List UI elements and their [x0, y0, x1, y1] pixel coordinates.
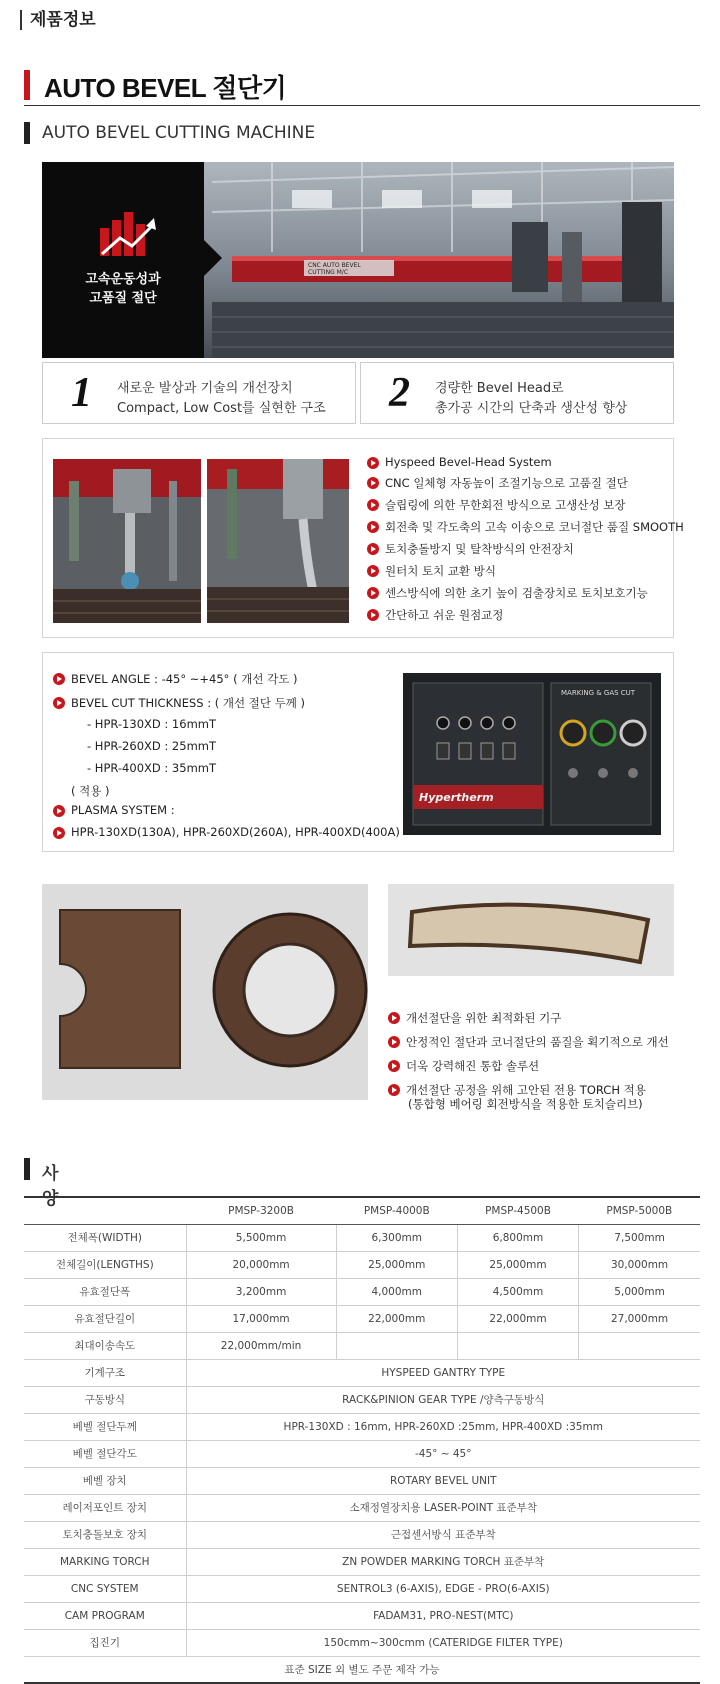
hero-caption-line1: 고속운동성과 [85, 272, 161, 287]
bullet-arrow-icon [367, 477, 379, 489]
bevel-head-panel [42, 438, 684, 638]
table-row [24, 1629, 700, 1656]
cell: 5,000mm [579, 1278, 700, 1305]
cell: 22,000mm [336, 1305, 457, 1332]
row-label: CAM PROGRAM [24, 1602, 186, 1629]
cell: 17,000mm [186, 1305, 336, 1332]
row-label: 베벨 장치 [24, 1467, 186, 1494]
feature-line2: Compact, Low Cost를 실현한 구조 [117, 401, 326, 416]
feature-line1: 경량한 Bevel Head로 [435, 381, 564, 396]
bullet-arrow-icon [367, 565, 379, 577]
list-item: 더욱 강력해진 통합 솔루션 [388, 1058, 669, 1074]
bullet-arrow-icon [367, 587, 379, 599]
list-item: BEVEL ANGLE : -45° ~+45° ( 개선 각도 ) [53, 671, 305, 687]
list-item: PLASMA SYSTEM : [53, 803, 400, 817]
spec-table [24, 1196, 700, 1684]
cell: 25,000mm [336, 1251, 457, 1278]
cell: HPR-130XD : 16mm, HPR-260XD :25mm, HPR-400XD :35mm [186, 1413, 700, 1440]
list-item: Hyspeed Bevel-Head System [367, 455, 684, 469]
bullet-arrow-icon [367, 543, 379, 555]
bullet-arrow-icon [367, 499, 379, 511]
table-row [24, 1440, 700, 1467]
header-cell: PMSP-4000B [336, 1197, 457, 1224]
hero-banner [42, 162, 674, 358]
row-label: 유효절단폭 [24, 1278, 186, 1305]
list-item: 안정적인 절단과 코너절단의 품질을 획기적으로 개선 [388, 1034, 669, 1050]
row-label: 전체폭(WIDTH) [24, 1224, 186, 1251]
table-row [24, 1548, 700, 1575]
bullet-arrow-icon [53, 827, 65, 839]
list-item: 개선절단을 위한 최적화된 기구 [388, 1010, 669, 1026]
list-item: 회전축 및 각도축의 고속 이송으로 코너절단 품질 SMOOTH [367, 519, 684, 535]
list-item: 개선절단 공정을 위해 고안된 전용 TORCH 적용 [388, 1082, 669, 1098]
cell: HYSPEED GANTRY TYPE [186, 1359, 700, 1386]
row-label: 전체길이(LENGTHS) [24, 1251, 186, 1278]
feature-box-2 [360, 362, 674, 424]
cell: 근접센서방식 표준부착 [186, 1521, 700, 1548]
table-row [24, 1278, 700, 1305]
table-header-row [24, 1197, 700, 1224]
spec-heading-text: 사양 [42, 1164, 59, 1209]
machine-label-line2: CUTTING M/C [308, 269, 349, 276]
header-cell [24, 1197, 186, 1224]
bullet-arrow-icon [367, 609, 379, 621]
hypertherm-logo: Hypertherm [419, 791, 494, 804]
list-item: 토치충돌방지 및 탈착방식의 안전장치 [367, 541, 684, 557]
list-item: 센스방식에 의한 초기 높이 검출장치로 토치보호기능 [367, 585, 684, 601]
feature-number: 2 [389, 370, 410, 416]
thickness-item: - HPR-400XD : 35mmT [87, 761, 216, 775]
table-row [24, 1413, 700, 1440]
row-label: 레이저포인트 장치 [24, 1494, 186, 1521]
row-label: CNC SYSTEM [24, 1575, 186, 1602]
bevel-spec-panel [42, 652, 674, 852]
cut-parts-photo [42, 884, 368, 1100]
feature-line2: 총가공 시간의 단축과 생산성 향상 [435, 401, 628, 416]
row-label: 토치충돌보호 장치 [24, 1521, 186, 1548]
list-item: 슬립링에 의한 무한회전 방식으로 고생산성 보장 [367, 497, 684, 513]
list-item: BEVEL CUT THICKNESS : ( 개선 절단 두께 ) [53, 695, 305, 711]
feature-number: 1 [71, 370, 92, 416]
table-row [24, 1467, 700, 1494]
cell: 소재정열장치용 LASER-POINT 표준부착 [186, 1494, 700, 1521]
cell: 27,000mm [579, 1305, 700, 1332]
list-item: HPR-130XD(130A), HPR-260XD(260A), HPR-400XD(400A) [53, 825, 400, 839]
torch-photo-2 [207, 459, 349, 623]
page-title [24, 70, 700, 106]
row-label: 유효절단길이 [24, 1305, 186, 1332]
bullet-arrow-icon [388, 1012, 400, 1024]
cell: SENTROL3 (6-AXIS), EDGE - PRO(6-AXIS) [186, 1575, 700, 1602]
cell [579, 1332, 700, 1359]
cell [336, 1332, 457, 1359]
feature-box-1 [42, 362, 356, 424]
plasma-list [53, 803, 400, 839]
table-row [24, 1359, 700, 1386]
cell: 6,800mm [457, 1224, 578, 1251]
title-accent-bar [24, 70, 30, 100]
feature-line1: 새로운 발상과 기술의 개선장치 [117, 381, 293, 396]
cell: 4,000mm [336, 1278, 457, 1305]
row-label: 베벨 절단두께 [24, 1413, 186, 1440]
page-subtitle-text: AUTO BEVEL CUTTING MACHINE [42, 123, 316, 143]
cell: 7,500mm [579, 1224, 700, 1251]
thickness-item: - HPR-130XD : 16mmT [87, 717, 216, 731]
machine-label-line1: CNC AUTO BEVEL [308, 262, 361, 269]
table-row [24, 1332, 700, 1359]
header-cell: PMSP-3200B [186, 1197, 336, 1224]
cell: 22,000mm/min [186, 1332, 336, 1359]
spec-bar [24, 1158, 30, 1180]
thickness-item: - HPR-260XD : 25mmT [87, 739, 216, 753]
table-row [24, 1521, 700, 1548]
table-row [24, 1305, 700, 1332]
header-cell: PMSP-4500B [457, 1197, 578, 1224]
control-panel-photo [403, 673, 661, 835]
growth-chart-icon [98, 210, 158, 260]
cell: 22,000mm [457, 1305, 578, 1332]
row-label: 최대이송속도 [24, 1332, 186, 1359]
cell: 150cmm~300cmm (CATERIDGE FILTER TYPE) [186, 1629, 700, 1656]
cell [457, 1332, 578, 1359]
torch-photo-1 [53, 459, 201, 623]
cell: ROTARY BEVEL UNIT [186, 1467, 700, 1494]
list-item: 원터치 토치 교환 방식 [367, 563, 684, 579]
row-label: 베벨 절단각도 [24, 1440, 186, 1467]
cell: -45° ~ 45° [186, 1440, 700, 1467]
table-row [24, 1386, 700, 1413]
hero-caption-panel [42, 162, 204, 358]
cell: 20,000mm [186, 1251, 336, 1278]
cut-bar-photo [388, 884, 674, 976]
cell: FADAM31, PRO-NEST(MTC) [186, 1602, 700, 1629]
row-label: MARKING TORCH [24, 1548, 186, 1575]
thickness-note: ( 적용 ) [71, 784, 110, 798]
panel-label: MARKING & GAS CUT [561, 689, 636, 697]
bullet-arrow-icon [388, 1036, 400, 1048]
section-label: 제품정보 [20, 10, 96, 30]
bullet-arrow-icon [367, 521, 379, 533]
table-row [24, 1602, 700, 1629]
cell: RACK&PINION GEAR TYPE /양측구동방식 [186, 1386, 700, 1413]
cell: 30,000mm [579, 1251, 700, 1278]
cell: 4,500mm [457, 1278, 578, 1305]
footer-note: 표준 SIZE 외 별도 주문 제작 가능 [24, 1656, 700, 1683]
torch-features [388, 1010, 669, 1098]
table-row [24, 1224, 700, 1251]
torch-note: (통합형 베어링 회전방식을 적용한 토치슬리브) [408, 1097, 643, 1111]
hero-caption [42, 270, 204, 308]
cell: ZN POWDER MARKING TORCH 표준부착 [186, 1548, 700, 1575]
cell: 3,200mm [186, 1278, 336, 1305]
bullet-arrow-icon [53, 673, 65, 685]
header-cell: PMSP-5000B [579, 1197, 700, 1224]
bevel-head-features [367, 455, 684, 623]
bullet-arrow-icon [53, 697, 65, 709]
list-item: 간단하고 쉬운 원점교정 [367, 607, 684, 623]
row-label: 구동방식 [24, 1386, 186, 1413]
bullet-arrow-icon [367, 457, 379, 469]
row-label: 기계구조 [24, 1359, 186, 1386]
subtitle-bar [24, 122, 30, 144]
table-row [24, 1575, 700, 1602]
hero-caption-line2: 고품질 절단 [89, 291, 157, 306]
bullet-arrow-icon [388, 1084, 400, 1096]
bullet-arrow-icon [53, 805, 65, 817]
cell: 6,300mm [336, 1224, 457, 1251]
cell: 25,000mm [457, 1251, 578, 1278]
table-row [24, 1494, 700, 1521]
page-title-text: AUTO BEVEL 절단기 [44, 73, 287, 103]
table-footer-row [24, 1656, 700, 1683]
table-row [24, 1251, 700, 1278]
bevel-spec-list [53, 671, 305, 711]
bullet-arrow-icon [388, 1060, 400, 1072]
hero-arrow [204, 240, 222, 276]
cell: 5,500mm [186, 1224, 336, 1251]
row-label: 집진기 [24, 1629, 186, 1656]
list-item: CNC 일체형 자동높이 조절기능으로 고품질 절단 [367, 475, 684, 491]
